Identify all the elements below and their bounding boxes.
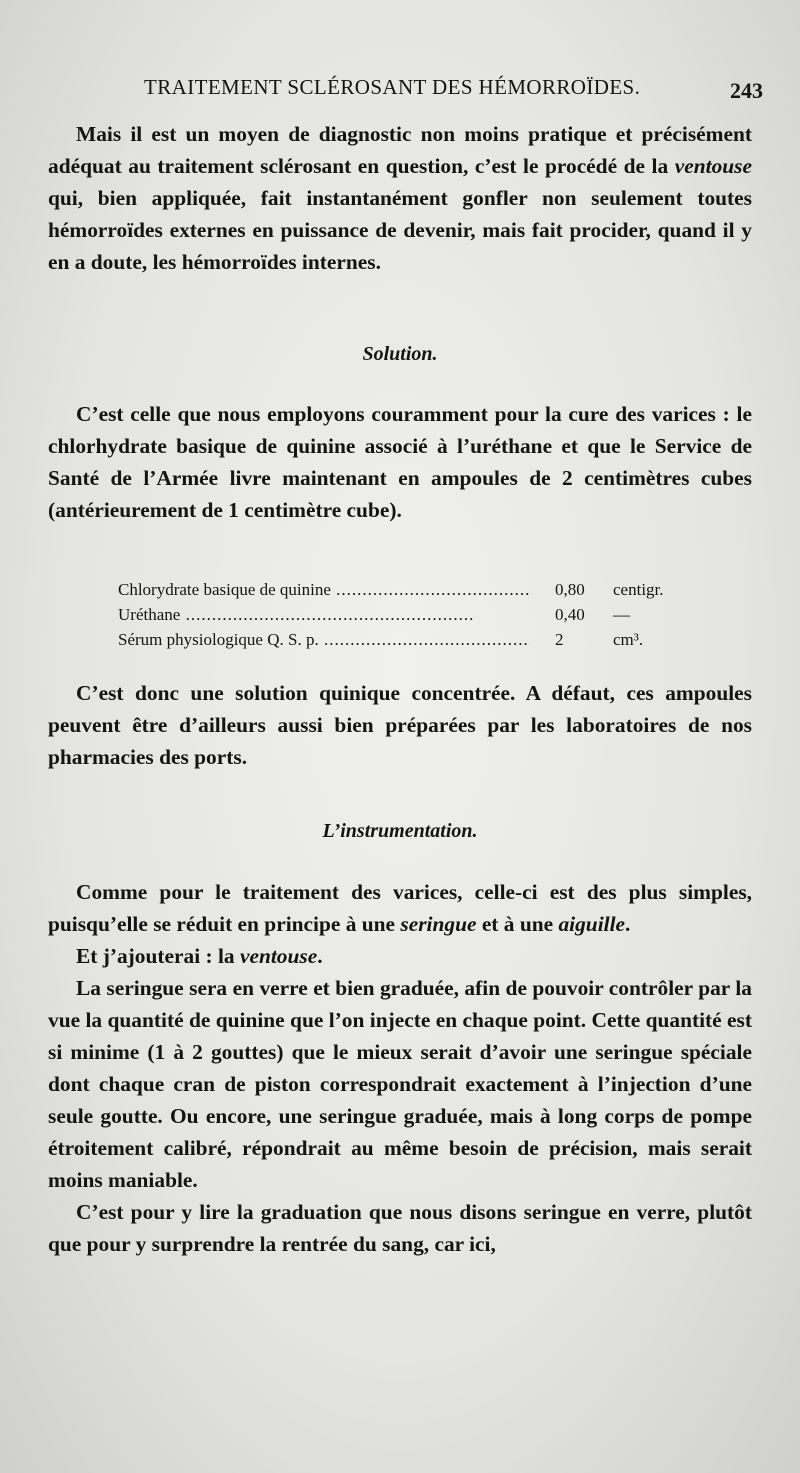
intro-paragraph bbox=[48, 118, 752, 278]
formula-quantity: 2 bbox=[555, 630, 564, 649]
running-title: TRAITEMENT SCLÉROSANT DES HÉMORROÏDES. bbox=[144, 75, 641, 99]
instrumentation-paragraph-2 bbox=[48, 940, 752, 972]
formula-unit: cm³. bbox=[613, 630, 644, 649]
running-head bbox=[48, 75, 763, 105]
instrumentation-paragraph-3: La seringue sera en verre et bien graduée, afin de pouvoir contrôler par la vue la quantité de quinine que l’on injecte en chaque point. Cette quantité est si minime (1 à 2 gouttes) que le mieux serait d’avoir une seringue spéciale dont chaque cran de piston correspondrait exactement à l’injection d’une seule goutte. Ou encore, une seringue graduée, mais à long corps de pompe étroitement calibré, répondrait au même besoin de précision, mais serait moins maniable. bbox=[48, 976, 752, 1192]
formula-quantity: 0,80 bbox=[555, 580, 585, 599]
text-run: . bbox=[625, 912, 631, 936]
formula-unit: — bbox=[613, 605, 630, 624]
formula-ingredient: Sérum physiologique Q. S. p. ..... bbox=[118, 630, 530, 650]
instrumentation-paragraph-4: C’est pour y lire la graduation que nous disons seringue en verre, plutôt que pour y surprendre la rentrée du sang, car ici, bbox=[48, 1200, 752, 1256]
formula-row bbox=[118, 630, 758, 655]
text-run: et à une bbox=[476, 912, 559, 936]
instrumentation-paragraph-1 bbox=[48, 876, 752, 940]
text-run: Et j’ajouterai : la bbox=[76, 944, 240, 968]
text-run: Mais il est un moyen de diagnostic non moins pratique et précisément adéquat au traitement sclérosant en question, c’est le procédé de la bbox=[48, 122, 752, 178]
section-heading-solution: Solution. bbox=[362, 343, 438, 365]
text-run: qui, bien appliquée, fait instantanément gonfler non seulement toutes hémorroïdes externes en puissance de devenir, mais fait procider, quand il y en a doute, les hémorroïdes internes. bbox=[48, 186, 752, 274]
text-run: . bbox=[317, 944, 323, 968]
formula-ingredient: Chlorydrate basique de quinine ..... bbox=[118, 580, 530, 600]
emphasis: ventouse bbox=[239, 944, 318, 968]
emphasis: aiguille bbox=[558, 912, 626, 936]
formula-quantity: 0,40 bbox=[555, 605, 585, 624]
text-run: Comme pour le traitement des varices, celle-ci est des plus simples, puisqu’elle se réduit en principe à une bbox=[48, 880, 752, 936]
formula-unit: centigr. bbox=[613, 580, 664, 599]
formula-ingredient: Uréthane ..... bbox=[118, 605, 530, 625]
formula-row bbox=[118, 605, 758, 630]
intro-block bbox=[48, 118, 752, 278]
solution-after-block bbox=[48, 677, 752, 773]
formula-row bbox=[118, 580, 758, 605]
page-number: 243 bbox=[730, 78, 763, 103]
instrumentation-block bbox=[48, 876, 752, 1260]
solution-block bbox=[48, 398, 752, 526]
solution-after-paragraph: C’est donc une solution quinique concentrée. A défaut, ces ampoules peuvent être d’ailleurs aussi bien préparées par les laboratoires de nos pharmacies des ports. bbox=[48, 681, 752, 769]
formula-table bbox=[118, 580, 758, 655]
solution-paragraph: C’est celle que nous employons couramment pour la cure des varices : le chlorhydrate basique de quinine associé à l’uréthane et que le Service de Santé de l’Armée livre maintenant en ampoules de 2 centimètres cubes (antérieurement de 1 centimètre cube). bbox=[48, 402, 752, 522]
emphasis: seringue bbox=[400, 912, 477, 936]
section-heading-instrumentation: L’instrumentation. bbox=[322, 820, 478, 842]
emphasis: ventouse bbox=[674, 154, 752, 178]
